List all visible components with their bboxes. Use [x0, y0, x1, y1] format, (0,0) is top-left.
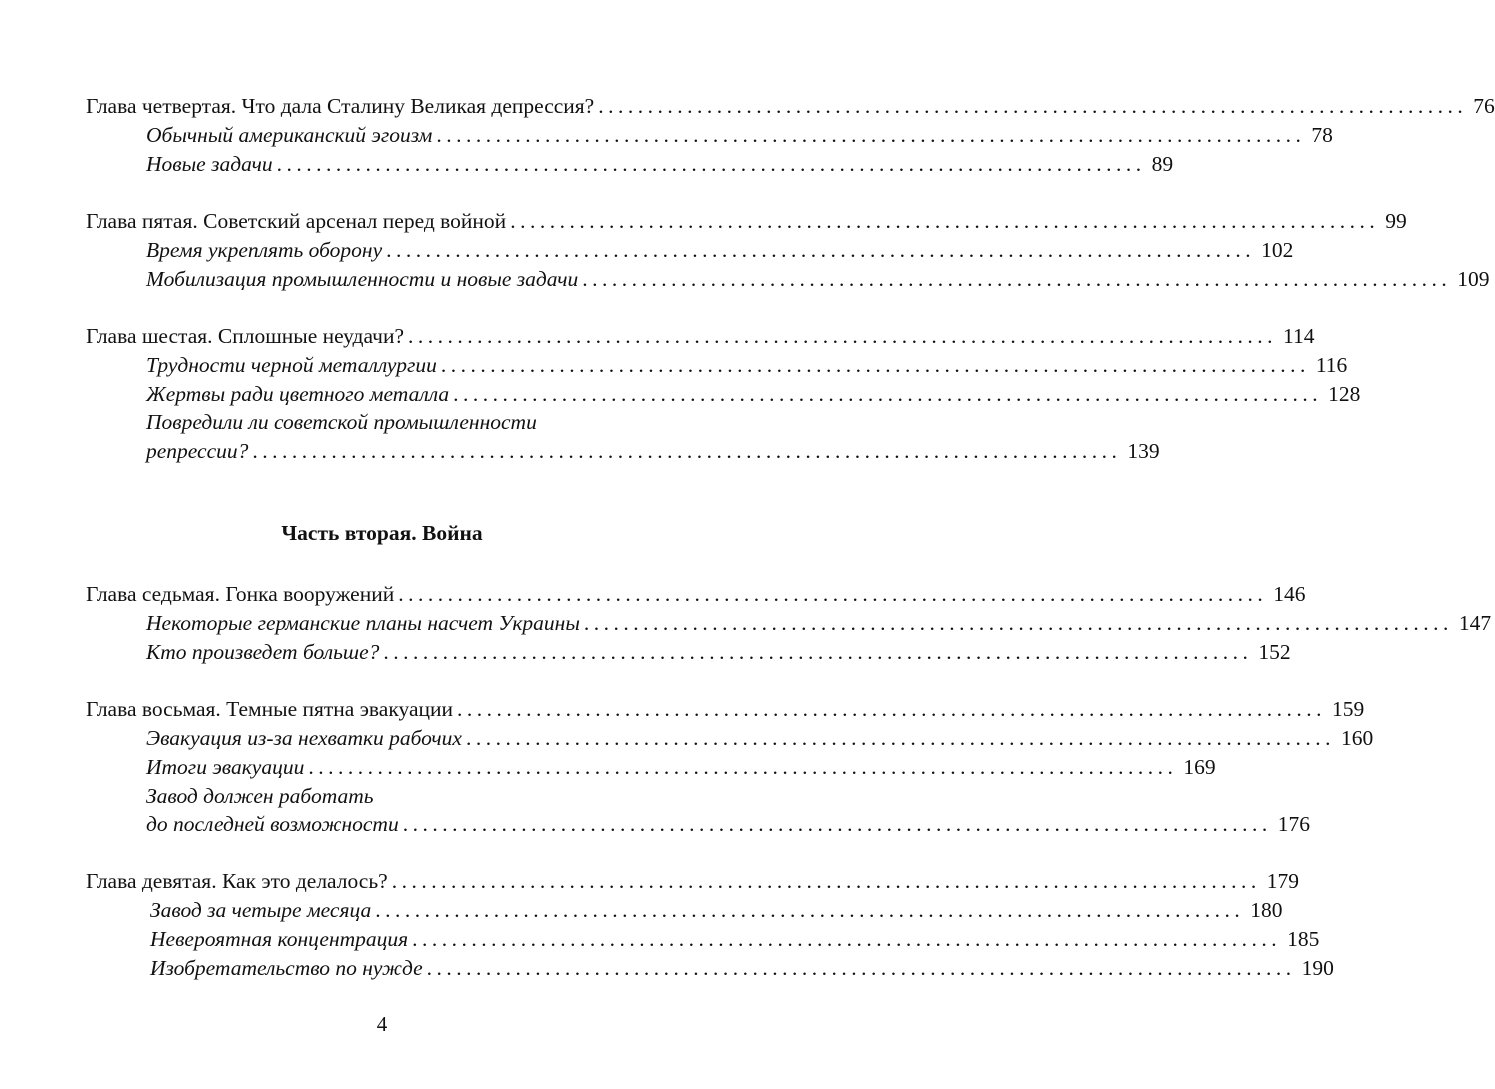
entry-title: Завод должен работать — [146, 784, 374, 808]
entry-title: Эвакуация из-за нехватки рабочих — [146, 726, 462, 750]
entry-page: 116 — [1315, 353, 1348, 377]
toc-section-entry — [150, 924, 1320, 954]
dot-leader: ........................................................................................ — [583, 611, 1453, 635]
entry-page: 139 — [1127, 439, 1160, 463]
toc-section-entry — [146, 608, 1492, 638]
entry-title: Невероятная концентрация — [150, 927, 409, 951]
entry-page: 185 — [1287, 927, 1320, 951]
toc-section-entry — [146, 264, 1490, 294]
entry-page: 169 — [1183, 755, 1216, 779]
toc-chapter-entry — [86, 321, 1315, 351]
toc-section-entry — [146, 379, 1361, 409]
entry-page: 180 — [1250, 898, 1283, 922]
dot-leader: ........................................................................................ — [457, 697, 1327, 721]
dot-leader: ........................................................................................ — [252, 439, 1122, 463]
entry-page: 102 — [1261, 238, 1294, 262]
dot-leader: ........................................................................................ — [465, 726, 1335, 750]
dot-leader: ........................................................................................ — [412, 927, 1282, 951]
entry-page: 78 — [1311, 123, 1333, 147]
toc-section-entry — [146, 809, 1310, 839]
entry-title: Изобретательство по нужде — [150, 956, 423, 980]
toc-chapter-entry — [86, 579, 1306, 609]
entry-title: Завод за четыре месяца — [150, 898, 372, 922]
entry-page: 146 — [1273, 582, 1306, 606]
dot-leader: ........................................................................................ — [398, 582, 1268, 606]
entry-page: 176 — [1277, 812, 1310, 836]
entry-title: до последней возможности — [146, 812, 399, 836]
toc-section-entry — [146, 149, 1174, 179]
entry-page: 99 — [1385, 209, 1407, 233]
entry-page: 152 — [1258, 640, 1291, 664]
toc-section-entry — [146, 436, 1160, 466]
dot-leader: ........................................................................................ — [308, 755, 1178, 779]
dot-leader: ........................................................................................ — [375, 898, 1245, 922]
entry-title: Глава седьмая. Гонка вооружений — [86, 582, 395, 606]
entry-page: 159 — [1332, 697, 1365, 721]
toc-section-entry — [146, 350, 1348, 380]
entry-page: 89 — [1151, 152, 1174, 176]
entry-title: Обычный американский эгоизм — [146, 123, 433, 147]
entry-title: Глава девятая. Как это делалось? — [86, 869, 388, 893]
entry-title: Глава восьмая. Темные пятна эвакуации — [86, 697, 454, 721]
entry-page: 147 — [1458, 611, 1492, 635]
toc-chapter-entry — [86, 694, 1365, 724]
toc-section-entry — [150, 895, 1283, 925]
dot-leader: ........................................................................................ — [440, 353, 1310, 377]
dot-leader: ........................................................................................ — [453, 382, 1323, 406]
dot-leader: ........................................................................................ — [408, 324, 1278, 348]
entry-title: Повредили ли советской промышленности — [146, 410, 537, 434]
toc-section-entry — [146, 120, 1333, 150]
entry-page: 128 — [1328, 382, 1361, 406]
toc-section-entry — [146, 637, 1291, 667]
toc-section-entry — [150, 953, 1334, 983]
entry-page: 160 — [1340, 726, 1374, 750]
entry-page: 76 — [1473, 94, 1495, 118]
entry-title: Мобилизация промышленности и новые задачи — [146, 267, 579, 291]
dot-leader: ........................................................................................ — [436, 123, 1306, 147]
dot-leader: ........................................................................................ — [386, 238, 1256, 262]
toc-section-entry — [146, 723, 1374, 753]
page-number: 4 — [376, 1012, 388, 1036]
entry-page: 109 — [1457, 267, 1490, 291]
toc-section-entry — [146, 752, 1216, 782]
entry-title: Жертвы ради цветного металла — [146, 382, 450, 406]
dot-leader: ........................................................................................ — [402, 812, 1272, 836]
dot-leader: ........................................................................................ — [598, 94, 1468, 118]
entry-title: репрессии? — [146, 439, 249, 463]
toc-chapter-entry — [86, 866, 1299, 896]
dot-leader: ........................................................................................ — [510, 209, 1380, 233]
dot-leader: ........................................................................................ — [582, 267, 1452, 291]
entry-page: 114 — [1283, 324, 1315, 348]
toc-section-entry — [146, 235, 1294, 265]
toc-section-entry — [146, 407, 684, 437]
toc-chapter-entry — [86, 206, 1407, 236]
toc-chapter-entry — [86, 91, 1495, 121]
entry-title: Новые задачи — [146, 152, 273, 176]
entry-page: 179 — [1266, 869, 1299, 893]
toc-section-entry — [146, 781, 684, 811]
entry-title: Глава шестая. Сплошные неудачи? — [86, 324, 405, 348]
part-title: Часть вторая. Война — [281, 521, 483, 545]
dot-leader: ........................................................................................ — [276, 152, 1146, 176]
dot-leader: ........................................................................................ — [391, 869, 1261, 893]
entry-page: 190 — [1301, 956, 1334, 980]
entry-title: Глава четвертая. Что дала Сталину Великая депрессия? — [86, 94, 595, 118]
dot-leader: ........................................................................................ — [383, 640, 1253, 664]
entry-title: Кто произведет больше? — [146, 640, 380, 664]
entry-title: Итоги эвакуации — [146, 755, 305, 779]
entry-title: Время укреплять оборону — [146, 238, 383, 262]
entry-title: Глава пятая. Советский арсенал перед войной — [86, 209, 507, 233]
entry-title: Некоторые германские планы насчет Украины — [146, 611, 580, 635]
dot-leader: ........................................................................................ — [426, 956, 1296, 980]
entry-title: Трудности черной металлургии — [146, 353, 437, 377]
